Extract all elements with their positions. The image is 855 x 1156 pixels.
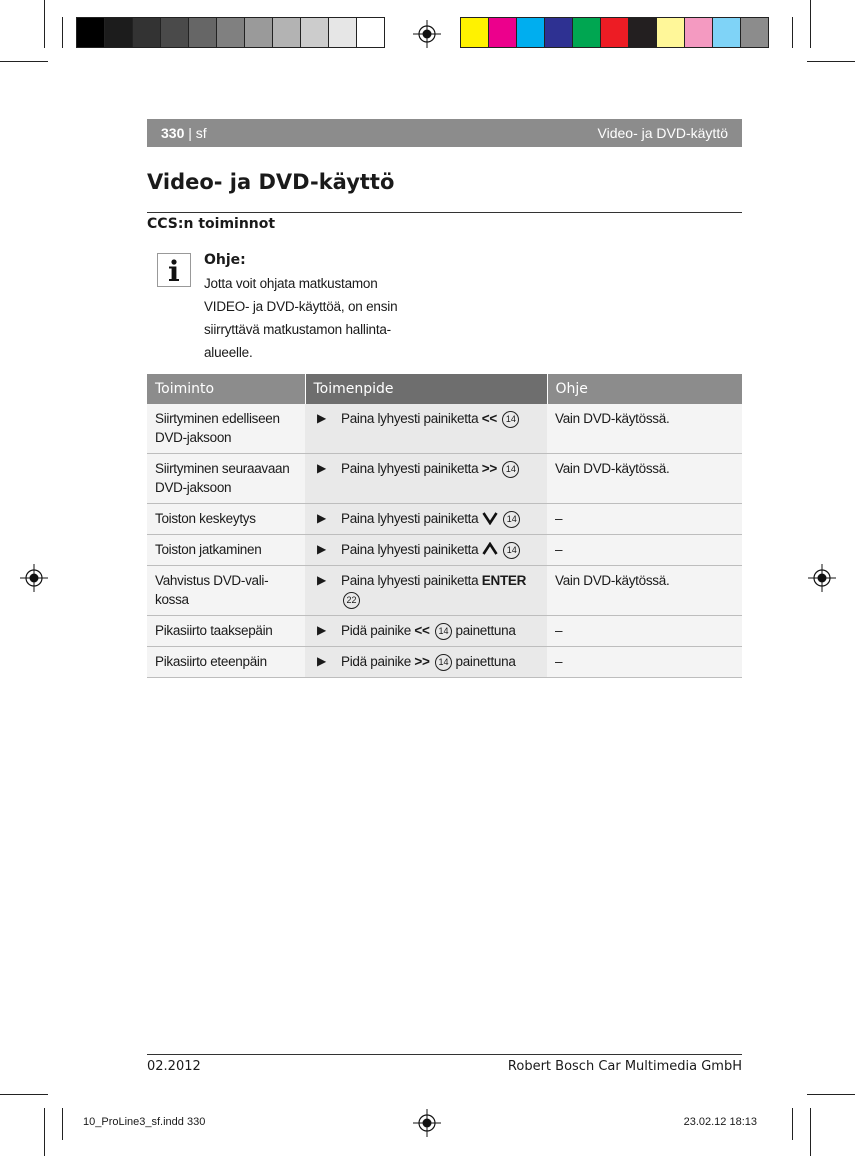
action-pre: Paina lyhyesti painiketta	[341, 461, 482, 476]
step-bullet-icon: ▶	[317, 411, 326, 425]
color-swatch	[216, 17, 245, 48]
action-text	[341, 409, 519, 428]
table-row	[147, 404, 742, 454]
cell-function: Pikasiirto eteenpäin	[147, 647, 305, 678]
column-header-note: Ohje	[547, 374, 742, 404]
running-header-section: Video- ja DVD-käyttö	[597, 125, 728, 141]
chevron-down-icon	[482, 511, 498, 526]
step-bullet-icon: ▶	[317, 461, 326, 475]
callout-number: 22	[343, 592, 360, 609]
cell-function: Siirtyminen seuraavaan DVD-jaksoon	[147, 454, 305, 504]
registration-mark-right	[808, 564, 836, 592]
section-subtitle: CCS:n toiminnot	[147, 216, 276, 232]
step-bullet-icon: ▶	[317, 542, 326, 556]
page-number: 330 | sf	[161, 125, 207, 141]
callout-number: 14	[503, 542, 520, 559]
registration-mark-top	[413, 20, 441, 48]
color-swatch	[460, 17, 489, 48]
color-swatch	[160, 17, 189, 48]
cell-note: Vain DVD-käytössä.	[547, 404, 742, 454]
color-swatch	[740, 17, 769, 48]
slug-file: 10_ProLine3_sf.indd 330	[83, 1116, 206, 1128]
callout-number: 14	[435, 623, 452, 640]
color-swatch	[684, 17, 713, 48]
step-bullet-icon: ▶	[317, 654, 326, 668]
column-header-action: Toimenpide	[305, 374, 547, 404]
cell-action	[305, 566, 547, 616]
table-row	[147, 504, 742, 535]
action-pre: Paina lyhyesti painiketta	[341, 542, 482, 557]
cell-action	[305, 647, 547, 678]
color-swatch	[516, 17, 545, 48]
key-label: ENTER	[481, 573, 527, 588]
slug-timestamp: 23.02.12 18:13	[683, 1116, 757, 1128]
key-label: <<	[481, 411, 497, 426]
action-text	[341, 540, 520, 559]
action-post: painettuna	[452, 623, 516, 638]
cell-note: Vain DVD-käytössä.	[547, 566, 742, 616]
color-swatch	[132, 17, 161, 48]
action-post: painettuna	[452, 654, 516, 669]
cell-note: –	[547, 504, 742, 535]
cell-function: Siirtyminen edelliseen DVD-jaksoon	[147, 404, 305, 454]
table-row	[147, 535, 742, 566]
color-swatch	[244, 17, 273, 48]
cell-function: Toiston keskeytys	[147, 504, 305, 535]
color-swatch	[572, 17, 601, 48]
note-title: Ohje:	[204, 252, 246, 268]
action-pre: Pidä painike	[341, 654, 415, 669]
registration-mark-left	[20, 564, 48, 592]
color-swatch	[544, 17, 573, 48]
color-swatch	[300, 17, 329, 48]
column-header-function: Toiminto	[147, 374, 305, 404]
table-row	[147, 566, 742, 616]
callout-number: 14	[502, 461, 519, 478]
cell-action	[305, 504, 547, 535]
key-label: >>	[414, 654, 430, 669]
key-label: >>	[481, 461, 497, 476]
callout-number: 14	[435, 654, 452, 671]
info-icon	[157, 253, 191, 287]
cell-action	[305, 404, 547, 454]
action-text	[341, 459, 519, 478]
color-swatch	[600, 17, 629, 48]
step-bullet-icon: ▶	[317, 511, 326, 525]
chevron-up-icon	[482, 542, 498, 557]
color-swatch	[76, 17, 105, 48]
step-bullet-icon: ▶	[317, 573, 326, 587]
cell-action	[305, 454, 547, 504]
functions-table	[147, 374, 743, 678]
color-swatch	[656, 17, 685, 48]
color-swatch	[272, 17, 301, 48]
color-swatch	[188, 17, 217, 48]
title-rule	[147, 212, 742, 213]
callout-number: 14	[503, 511, 520, 528]
color-bar-grays	[76, 17, 384, 48]
action-pre: Paina lyhyesti painiketta	[341, 511, 482, 526]
running-header	[147, 119, 742, 147]
footer-rule	[147, 1054, 742, 1055]
color-bar-process	[460, 17, 768, 48]
cell-action	[305, 535, 547, 566]
table-row	[147, 616, 742, 647]
cell-function: Vahvistus DVD-vali-kossa	[147, 566, 305, 616]
cell-note: –	[547, 647, 742, 678]
cell-function: Toiston jatkaminen	[147, 535, 305, 566]
action-text	[341, 652, 516, 671]
table-row	[147, 647, 742, 678]
page-title: Video- ja DVD-käyttö	[147, 170, 395, 194]
color-swatch	[104, 17, 133, 48]
color-swatch	[488, 17, 517, 48]
callout-number: 14	[502, 411, 519, 428]
key-label: <<	[414, 623, 430, 638]
action-text	[341, 509, 520, 528]
table-row	[147, 454, 742, 504]
color-swatch	[356, 17, 385, 48]
action-pre: Paina lyhyesti painiketta	[341, 573, 482, 588]
footer-date: 02.2012	[147, 1059, 201, 1074]
cell-note: –	[547, 616, 742, 647]
table-header-row	[147, 374, 742, 404]
footer-company: Robert Bosch Car Multimedia GmbH	[507, 1059, 742, 1074]
action-pre: Paina lyhyesti painiketta	[341, 411, 482, 426]
cell-function: Pikasiirto taaksepäin	[147, 616, 305, 647]
cell-action	[305, 616, 547, 647]
action-text	[341, 571, 541, 609]
action-text	[341, 621, 516, 640]
action-pre: Pidä painike	[341, 623, 415, 638]
registration-mark-bottom	[413, 1109, 441, 1137]
step-bullet-icon: ▶	[317, 623, 326, 637]
note-text: Jotta voit ohjata matkustamon VIDEO- ja DVD-käyttöä, on ensin siirryttävä matkustamon hallinta-alueelle.	[204, 276, 398, 360]
color-swatch	[712, 17, 741, 48]
cell-note: Vain DVD-käytössä.	[547, 454, 742, 504]
color-swatch	[628, 17, 657, 48]
color-swatch	[328, 17, 357, 48]
cell-note: –	[547, 535, 742, 566]
